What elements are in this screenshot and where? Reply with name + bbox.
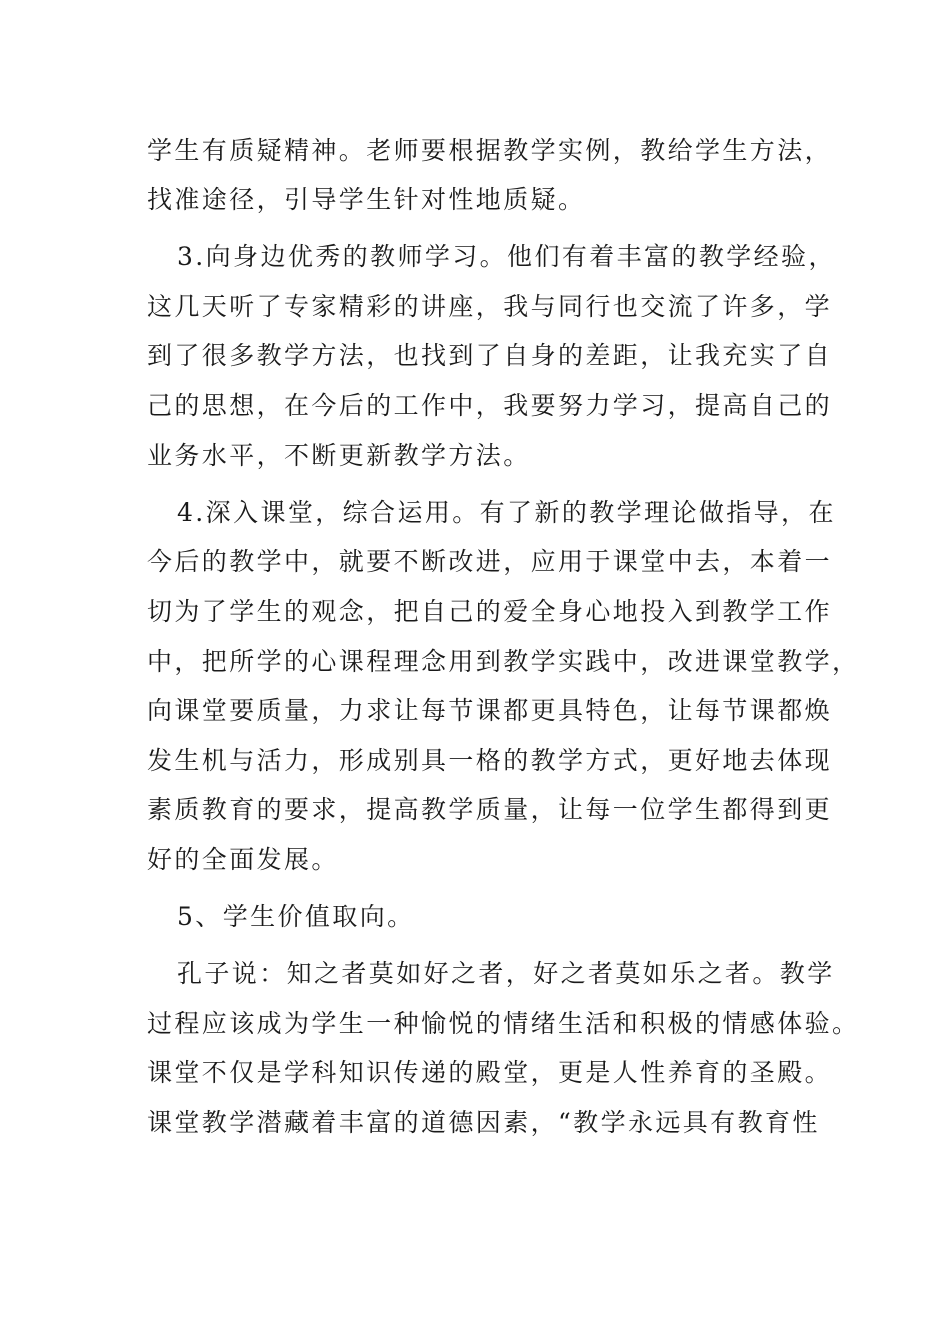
text-line-11: 中，把所学的心课程理念用到教学实践中，改进课堂教学， [147,647,860,676]
text-line-17: 孔子说：知之者莫如好之者，好之者莫如乐之者。教学 [177,959,835,988]
text-line-7: 业务水平，不断更新教学方法。 [147,441,531,470]
text-line-3: 3.向身边优秀的教师学习。他们有着丰富的教学经验， [177,242,836,271]
text-line-18: 过程应该成为学生一种愉悦的情绪生活和积极的情感体验。 [147,1009,860,1038]
text-line-19: 课堂不仅是学科知识传递的殿堂，更是人性养育的圣殿。 [147,1058,833,1087]
text-line-8: 4.深入课堂，综合运用。有了新的教学理论做指导，在 [177,498,836,527]
text-line-16: 5、学生价值取向。 [177,902,415,931]
text-line-9: 今后的教学中，就要不断改进，应用于课堂中去，本着一 [147,547,833,576]
text-line-20: 课堂教学潜藏着丰富的道德因素，“教学永远具有教育性 [147,1108,820,1137]
text-line-13: 发生机与活力，形成别具一格的教学方式，更好地去体现 [147,746,833,775]
text-line-10: 切为了学生的观念，把自己的爱全身心地投入到教学工作 [147,597,833,626]
text-line-1: 学生有质疑精神。老师要根据教学实例，教给学生方法， [147,136,833,165]
text-line-15: 好的全面发展。 [147,845,339,874]
text-line-12: 向课堂要质量，力求让每节课都更具特色，让每节课都焕 [147,696,833,725]
text-line-2: 找准途径，引导学生针对性地质疑。 [147,185,586,214]
text-line-6: 己的思想，在今后的工作中，我要努力学习，提高自己的 [147,391,833,420]
text-line-4: 这几天听了专家精彩的讲座，我与同行也交流了许多，学 [147,292,833,321]
text-line-5: 到了很多教学方法，也找到了自身的差距，让我充实了自 [147,341,833,370]
text-line-14: 素质教育的要求，提高教学质量，让每一位学生都得到更 [147,795,833,824]
